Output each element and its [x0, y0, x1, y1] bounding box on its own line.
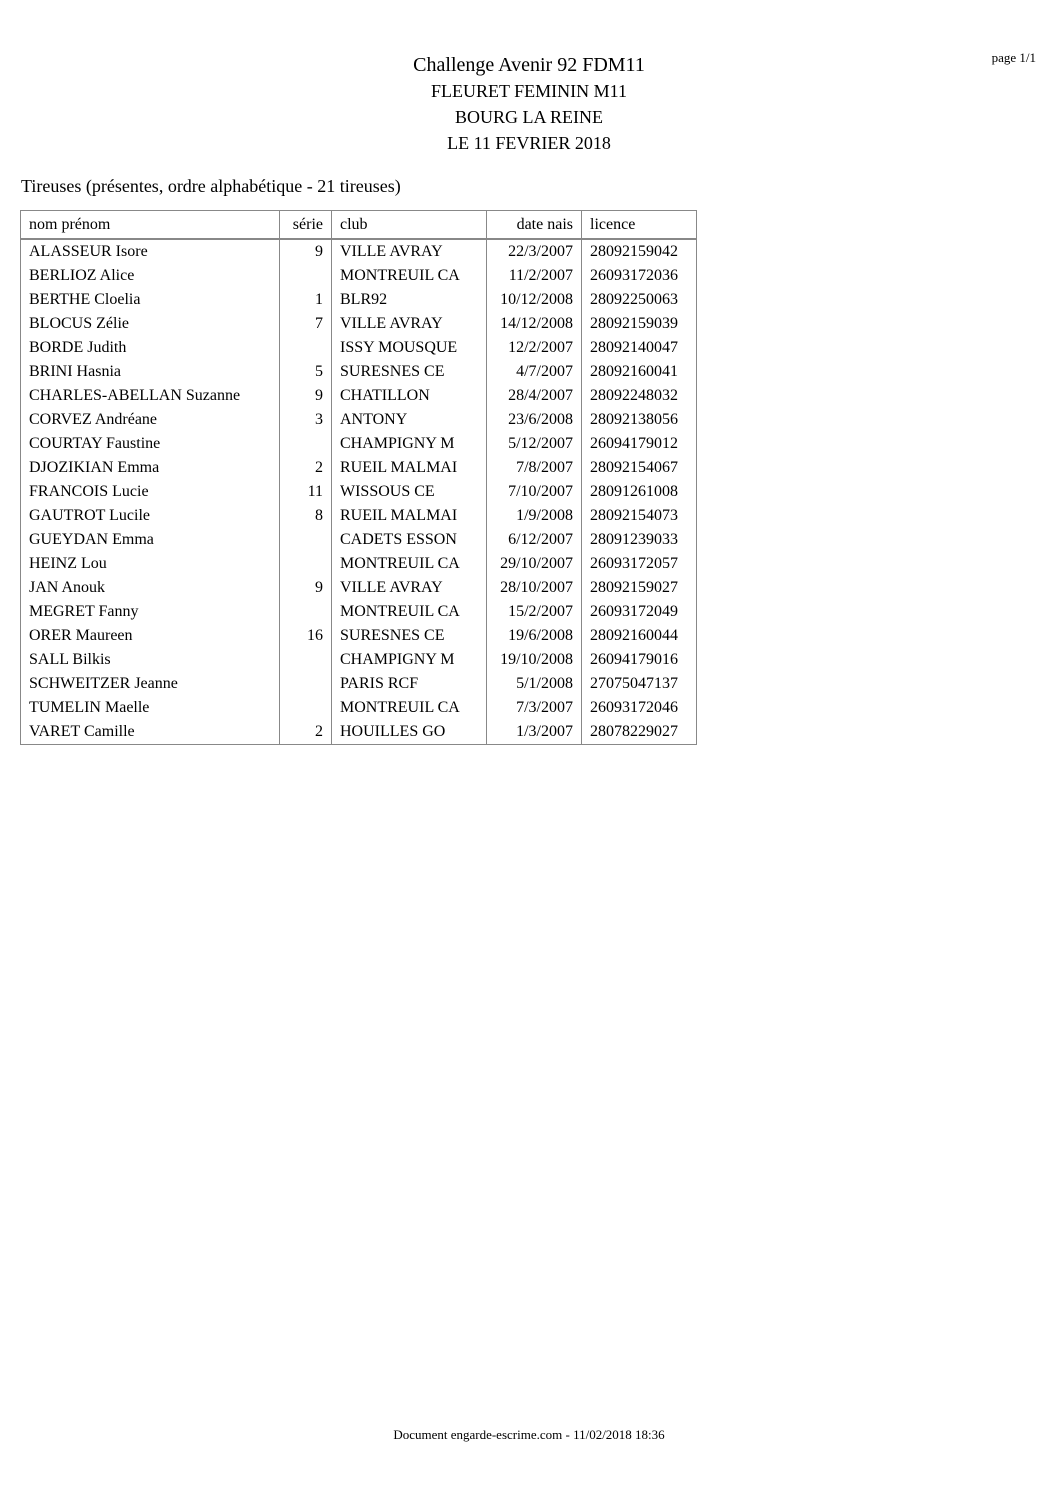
cell-name: HEINZ Lou — [21, 552, 280, 576]
column-header-licence: licence — [582, 211, 697, 240]
cell-club: ANTONY — [332, 408, 487, 432]
cell-club: MONTREUIL CA — [332, 600, 487, 624]
cell-serie — [280, 600, 332, 624]
cell-serie: 5 — [280, 360, 332, 384]
cell-name: BORDE Judith — [21, 336, 280, 360]
cell-serie: 16 — [280, 624, 332, 648]
cell-licence: 26094179016 — [582, 648, 697, 672]
cell-club: PARIS RCF — [332, 672, 487, 696]
cell-licence: 26093172049 — [582, 600, 697, 624]
table-row — [21, 672, 697, 696]
table-row — [21, 528, 697, 552]
cell-licence: 26094179012 — [582, 432, 697, 456]
cell-serie: 3 — [280, 408, 332, 432]
cell-serie: 9 — [280, 239, 332, 264]
cell-name: BERTHE Cloelia — [21, 288, 280, 312]
cell-club: CHAMPIGNY M — [332, 648, 487, 672]
cell-name: JAN Anouk — [21, 576, 280, 600]
cell-name: ORER Maureen — [21, 624, 280, 648]
table-row — [21, 576, 697, 600]
cell-birthdate: 6/12/2007 — [487, 528, 582, 552]
cell-name: ALASSEUR Isore — [21, 239, 280, 264]
event-date: LE 11 FEVRIER 2018 — [447, 133, 611, 153]
cell-birthdate: 22/3/2007 — [487, 239, 582, 264]
table-row — [21, 336, 697, 360]
column-header-serie: série — [280, 211, 332, 240]
cell-serie: 9 — [280, 384, 332, 408]
cell-serie: 9 — [280, 576, 332, 600]
cell-name: BRINI Hasnia — [21, 360, 280, 384]
cell-club: VILLE AVRAY — [332, 576, 487, 600]
cell-club: HOUILLES GO — [332, 720, 487, 745]
cell-birthdate: 7/10/2007 — [487, 480, 582, 504]
cell-serie: 1 — [280, 288, 332, 312]
cell-birthdate: 19/10/2008 — [487, 648, 582, 672]
cell-club: VILLE AVRAY — [332, 239, 487, 264]
section-title: Tireuses (présentes, ordre alphabétique - 21 tireuses) — [21, 176, 401, 196]
cell-birthdate: 28/4/2007 — [487, 384, 582, 408]
cell-licence: 28091261008 — [582, 480, 697, 504]
cell-licence: 26093172057 — [582, 552, 697, 576]
cell-birthdate: 23/6/2008 — [487, 408, 582, 432]
cell-birthdate: 28/10/2007 — [487, 576, 582, 600]
cell-serie — [280, 432, 332, 456]
cell-birthdate: 7/3/2007 — [487, 696, 582, 720]
table-row — [21, 432, 697, 456]
cell-birthdate: 7/8/2007 — [487, 456, 582, 480]
cell-birthdate: 5/1/2008 — [487, 672, 582, 696]
table-row — [21, 360, 697, 384]
cell-serie: 2 — [280, 456, 332, 480]
cell-club: MONTREUIL CA — [332, 552, 487, 576]
cell-club: CADETS ESSON — [332, 528, 487, 552]
document-footer: Document engarde-escrime.com - 11/02/2018 18:36 — [393, 1427, 665, 1442]
cell-licence: 28092160041 — [582, 360, 697, 384]
table-row — [21, 408, 697, 432]
cell-serie — [280, 336, 332, 360]
cell-serie — [280, 552, 332, 576]
cell-serie: 7 — [280, 312, 332, 336]
cell-club: RUEIL MALMAI — [332, 456, 487, 480]
table-row — [21, 552, 697, 576]
column-header-club: club — [332, 211, 487, 240]
table-row — [21, 288, 697, 312]
cell-licence: 28092159042 — [582, 239, 697, 264]
cell-serie: 8 — [280, 504, 332, 528]
cell-club: CHATILLON — [332, 384, 487, 408]
cell-name: CORVEZ Andréane — [21, 408, 280, 432]
cell-licence: 28092154067 — [582, 456, 697, 480]
cell-name: COURTAY Faustine — [21, 432, 280, 456]
cell-licence: 28092160044 — [582, 624, 697, 648]
column-header-birthdate: date nais — [487, 211, 582, 240]
cell-name: SALL Bilkis — [21, 648, 280, 672]
cell-club: BLR92 — [332, 288, 487, 312]
table-row — [21, 720, 697, 745]
cell-name: DJOZIKIAN Emma — [21, 456, 280, 480]
cell-serie — [280, 672, 332, 696]
cell-name: BERLIOZ Alice — [21, 264, 280, 288]
cell-birthdate: 19/6/2008 — [487, 624, 582, 648]
cell-birthdate: 12/2/2007 — [487, 336, 582, 360]
cell-name: MEGRET Fanny — [21, 600, 280, 624]
cell-licence: 28092154073 — [582, 504, 697, 528]
cell-birthdate: 10/12/2008 — [487, 288, 582, 312]
cell-serie: 11 — [280, 480, 332, 504]
event-location: BOURG LA REINE — [455, 107, 603, 127]
cell-name: SCHWEITZER Jeanne — [21, 672, 280, 696]
cell-licence: 26093172046 — [582, 696, 697, 720]
cell-serie — [280, 528, 332, 552]
cell-club: WISSOUS CE — [332, 480, 487, 504]
column-header-name: nom prénom — [21, 211, 280, 240]
cell-licence: 28092140047 — [582, 336, 697, 360]
cell-name: GUEYDAN Emma — [21, 528, 280, 552]
cell-club: VILLE AVRAY — [332, 312, 487, 336]
cell-name: CHARLES-ABELLAN Suzanne — [21, 384, 280, 408]
table-row — [21, 480, 697, 504]
cell-club: RUEIL MALMAI — [332, 504, 487, 528]
cell-licence: 28092159027 — [582, 576, 697, 600]
cell-name: BLOCUS Zélie — [21, 312, 280, 336]
cell-name: TUMELIN Maelle — [21, 696, 280, 720]
cell-serie — [280, 648, 332, 672]
cell-birthdate: 5/12/2007 — [487, 432, 582, 456]
cell-name: VARET Camille — [21, 720, 280, 745]
competition-title: Challenge Avenir 92 FDM11 — [413, 54, 645, 76]
cell-name: GAUTROT Lucile — [21, 504, 280, 528]
cell-licence: 28092248032 — [582, 384, 697, 408]
table-row — [21, 600, 697, 624]
cell-name: FRANCOIS Lucie — [21, 480, 280, 504]
cell-club: MONTREUIL CA — [332, 696, 487, 720]
cell-birthdate: 4/7/2007 — [487, 360, 582, 384]
cell-serie — [280, 264, 332, 288]
cell-licence: 27075047137 — [582, 672, 697, 696]
cell-licence: 28092250063 — [582, 288, 697, 312]
table-row — [21, 648, 697, 672]
cell-birthdate: 1/3/2007 — [487, 720, 582, 745]
cell-serie — [280, 696, 332, 720]
cell-birthdate: 14/12/2008 — [487, 312, 582, 336]
page-number: page 1/1 — [991, 50, 1036, 65]
cell-serie: 2 — [280, 720, 332, 745]
cell-licence: 28092159039 — [582, 312, 697, 336]
table-row — [21, 504, 697, 528]
table-row — [21, 384, 697, 408]
fencers-table — [20, 210, 697, 745]
document-header — [0, 52, 1058, 156]
cell-licence: 28078229027 — [582, 720, 697, 745]
table-row — [21, 312, 697, 336]
cell-club: ISSY MOUSQUE — [332, 336, 487, 360]
cell-club: SURESNES CE — [332, 360, 487, 384]
cell-licence: 28091239033 — [582, 528, 697, 552]
cell-birthdate: 11/2/2007 — [487, 264, 582, 288]
table-header-row — [21, 211, 697, 240]
cell-club: SURESNES CE — [332, 624, 487, 648]
table-row — [21, 264, 697, 288]
table-row — [21, 624, 697, 648]
table-row — [21, 239, 697, 264]
cell-club: MONTREUIL CA — [332, 264, 487, 288]
cell-licence: 26093172036 — [582, 264, 697, 288]
table-row — [21, 696, 697, 720]
table-row — [21, 456, 697, 480]
cell-birthdate: 29/10/2007 — [487, 552, 582, 576]
event-category: FLEURET FEMININ M11 — [430, 81, 627, 101]
cell-birthdate: 1/9/2008 — [487, 504, 582, 528]
cell-club: CHAMPIGNY M — [332, 432, 487, 456]
cell-birthdate: 15/2/2007 — [487, 600, 582, 624]
cell-licence: 28092138056 — [582, 408, 697, 432]
